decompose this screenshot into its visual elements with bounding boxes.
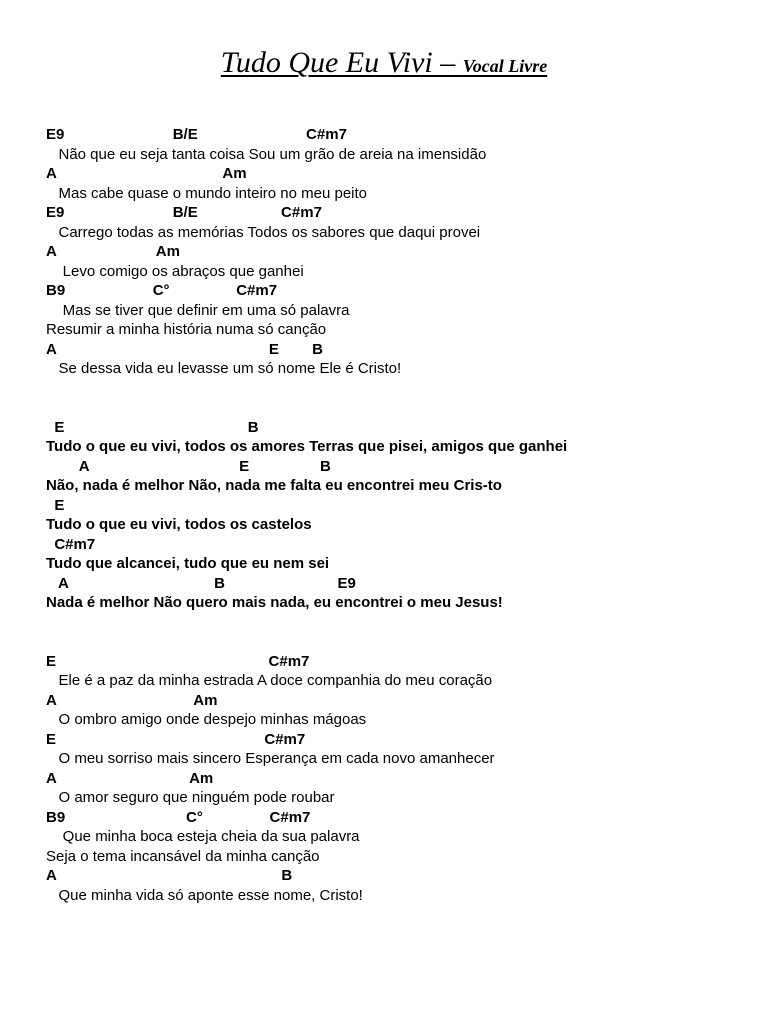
lyric-line: Nada é melhor Não quero mais nada, eu encontrei o meu Jesus!	[46, 594, 503, 611]
lyric-line: Tudo o que eu vivi, todos os amores Terras que pisei, amigos que ganhei	[46, 438, 568, 455]
chord-line: E	[46, 496, 65, 514]
chord-line: A B	[46, 867, 293, 884]
chord-line: E9 B/E C#m7	[46, 126, 347, 143]
chord-line: E C#m7	[46, 652, 310, 670]
song-section	[46, 652, 746, 906]
lyric-line: O ombro amigo onde despejo minhas mágoas	[46, 711, 367, 728]
lyric-line: Tudo o que eu vivi, todos os castelos	[46, 516, 312, 533]
chord-sheet	[46, 125, 746, 905]
lyric-line: O meu sorriso mais sincero Esperança em cada novo amanhecer	[46, 750, 495, 767]
chord-line: B9 C° C#m7	[46, 282, 278, 299]
chord-line: E B	[46, 418, 259, 436]
lyric-line: Ele é a paz da minha estrada A doce companhia do meu coração	[46, 672, 493, 689]
chord-line: A Am	[46, 243, 180, 260]
chord-line: A Am	[46, 165, 247, 182]
lyric-line: Tudo que alcancei, tudo que eu nem sei	[46, 555, 330, 572]
lyric-line: Que minha vida só aponte esse nome, Cristo!	[46, 886, 363, 904]
lyric-line: Levo comigo os abraços que ganhei	[46, 262, 304, 280]
lyric-line: Não que eu seja tanta coisa Sou um grão de areia na imensidão	[46, 145, 487, 163]
lyric-line: Não, nada é melhor Não, nada me falta eu encontrei meu Cris-to	[46, 477, 502, 494]
chord-line: B9 C° C#m7	[46, 808, 311, 826]
song-title-main: Tudo Que Eu Vivi –	[220, 46, 463, 79]
lyric-line: Que minha boca esteja cheia da sua palavra	[46, 828, 360, 845]
chord-line: C#m7	[46, 535, 96, 553]
lyric-line: Mas se tiver que definir em uma só palavra	[46, 301, 350, 319]
lyric-line: Se dessa vida eu levasse um só nome Ele é Cristo!	[46, 360, 402, 377]
song-title	[0, 46, 768, 80]
song-section	[46, 418, 746, 613]
chord-line: E C#m7	[46, 730, 306, 748]
lyric-line: Seja o tema incansável da minha canção	[46, 847, 320, 865]
chord-line: A Am	[46, 691, 218, 709]
chord-line: E9 B/E C#m7	[46, 204, 322, 221]
song-subtitle: Vocal Livre	[462, 56, 548, 76]
lyric-line: Mas cabe quase o mundo inteiro no meu peito	[46, 184, 368, 202]
chord-line: A E B	[46, 457, 331, 475]
section-gap	[46, 379, 746, 418]
lyric-line: Carrego todas as memórias Todos os sabores que daqui provei	[46, 223, 481, 241]
lyric-line: O amor seguro que ninguém pode roubar	[46, 789, 335, 806]
section-gap	[46, 613, 746, 652]
chord-line: A B E9	[46, 574, 356, 592]
chord-line: A E B	[46, 340, 323, 358]
song-section	[46, 125, 746, 379]
lyric-line: Resumir a minha história numa só canção	[46, 321, 327, 338]
chord-line: A Am	[46, 769, 214, 787]
